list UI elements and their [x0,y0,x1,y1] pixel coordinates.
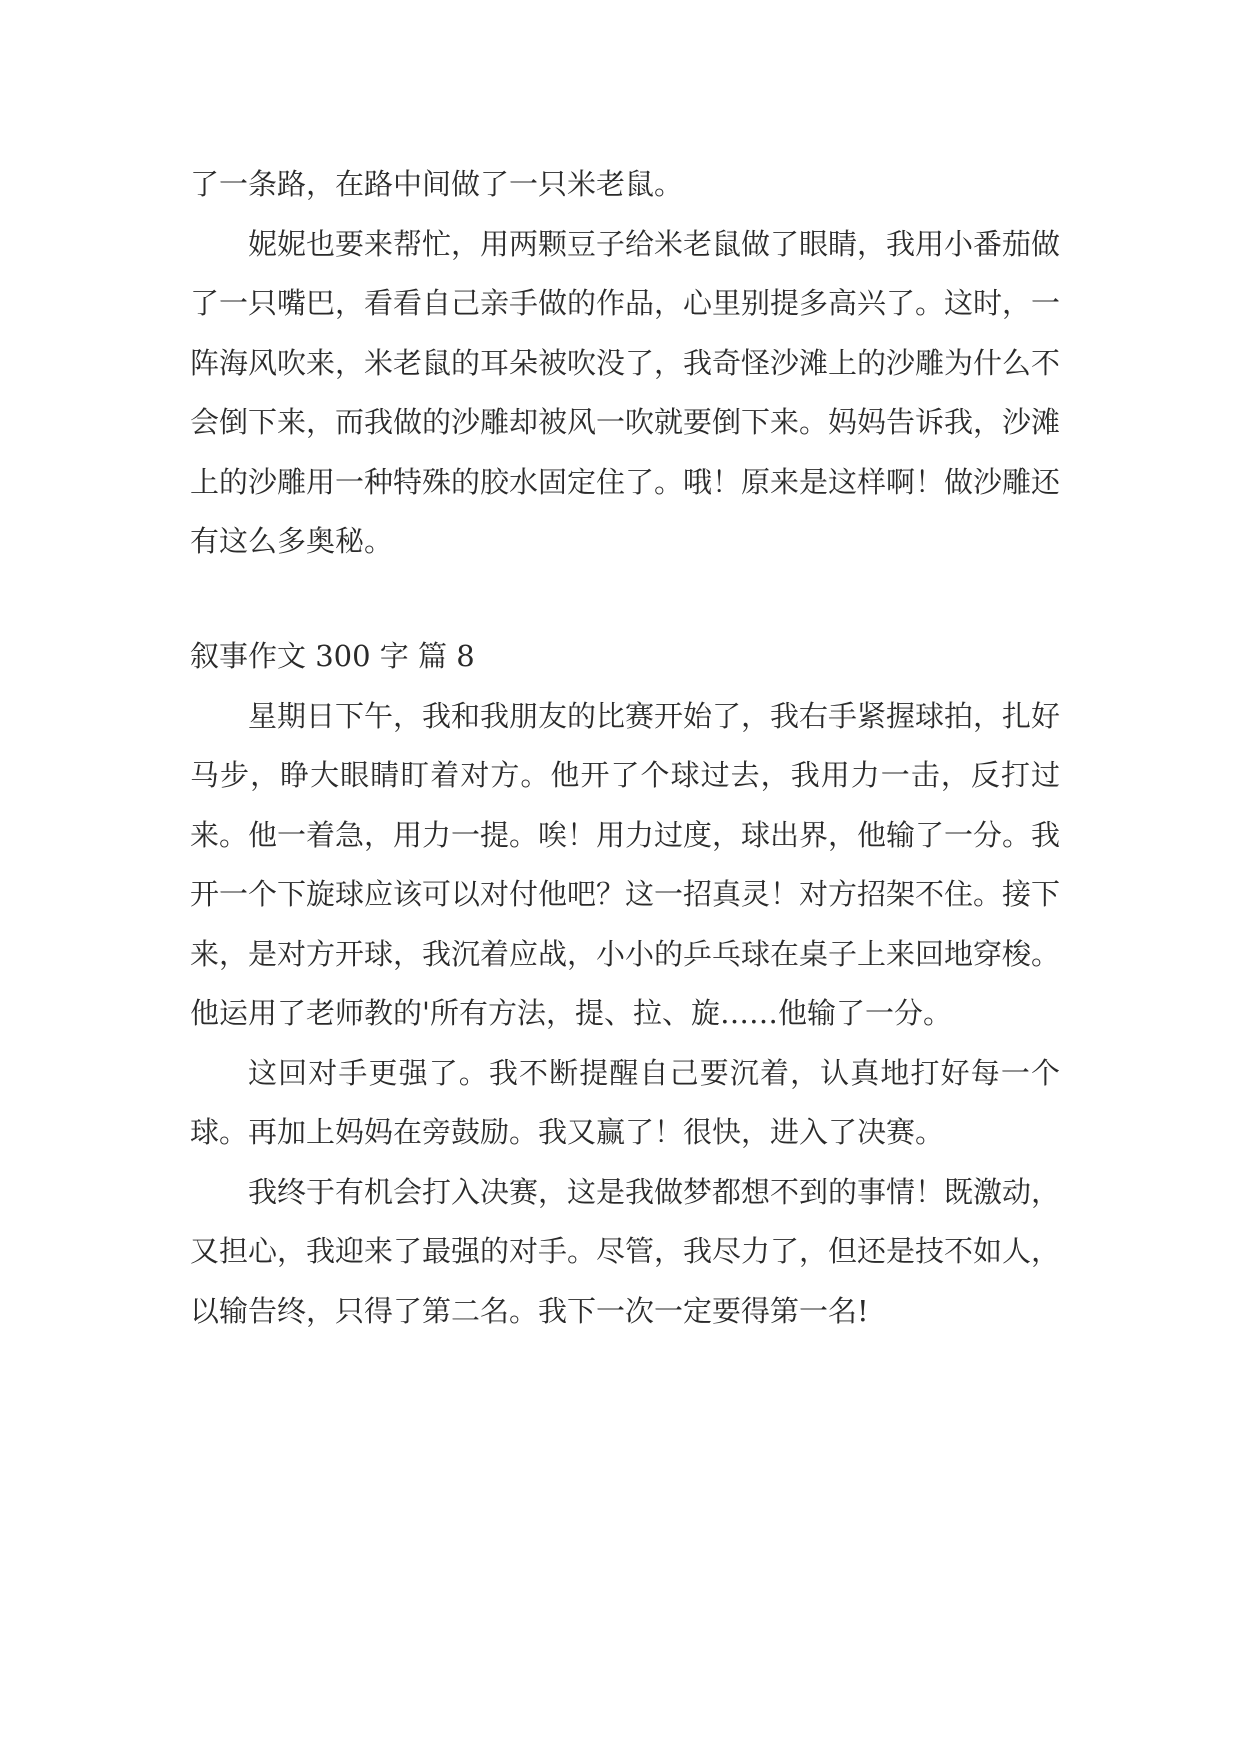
previous-essay-ending [190,155,1060,572]
paragraph: 这回对手更强了。我不断提醒自己要沉着，认真地打好每一个球。再加上妈妈在旁鼓励。我又赢了！很快，进入了决赛。 [190,1055,1060,1149]
paragraph: 我终于有机会打入决赛，这是我做梦都想不到的事情！既激动，又担心，我迎来了最强的对手。尽管，我尽力了，但还是技不如人，以输告终，只得了第二名。我下一次一定要得第一名! [190,1174,1061,1328]
essay-section-8 [190,627,1060,1341]
paragraph: 星期日下午，我和我朋友的比赛开始了，我右手紧握球拍，扎好马步，睁大眼睛盯着对方。他开了个球过去，我用力一击，反打过来。他一着急，用力一提。唉！用力过度，球出界，他输了一分。我开一个下旋球应该可以对付他吧？这一招真灵！对方招架不住。接下来，是对方开球，我沉着应战，小小的乒乓球在桌子上来回地穿梭。他运用了老师教的'所有方法，提、拉、旋……他输了一分。 [190,698,1061,1030]
paragraph: 妮妮也要来帮忙，用两颗豆子给米老鼠做了眼睛，我用小番茄做了一只嘴巴，看看自己亲手做的作品，心里别提多高兴了。这时，一阵海风吹来，米老鼠的耳朵被吹没了，我奇怪沙滩上的沙雕为什么不会倒下来，而我做的沙雕却被风一吹就要倒下来。妈妈告诉我，沙滩上的沙雕用一种特殊的胶水固定住了。哦！原来是这样啊！做沙雕还有这么多奥秘。 [190,226,1061,558]
paragraph-continuation: 了一条路，在路中间做了一只米老鼠。 [190,167,684,201]
section-heading: 叙事作文 300 字 篇 8 [190,639,475,673]
